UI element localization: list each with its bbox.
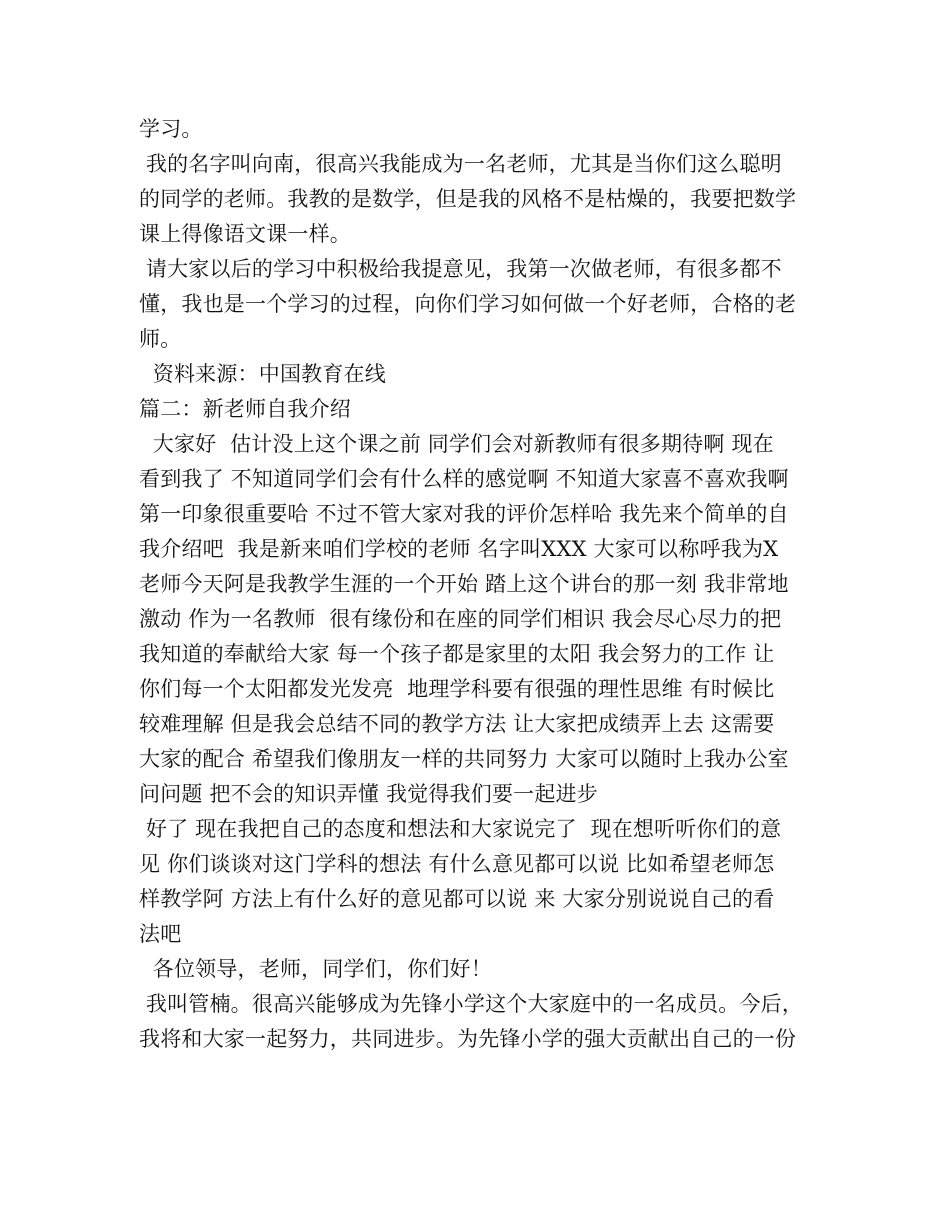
text-line: 见 你们谈谈对这门学科的想法 有什么意见都可以说 比如希望老师怎 (139, 852, 775, 876)
text-line: 学习。 (139, 117, 203, 141)
text-line: 问问题 把不会的知识弄懂 我觉得我们要一起进步 (139, 782, 598, 806)
text-line: 你们每一个太阳都发光发亮 地理学科要有很强的理性思维 有时候比 (139, 677, 775, 701)
text-line: 大家的配合 希望我们像朋友一样的共同努力 大家可以随时上我办公室 (139, 747, 789, 771)
text-line: 大家好 估计没上这个课之前 同学们会对新教师有很多期待啊 现在 (139, 432, 774, 456)
text-line: 法吧 (139, 922, 182, 946)
text-line: 较难理解 但是我会总结不同的教学方法 让大家把成绩弄上去 这需要 (139, 712, 775, 736)
text-line: 第一印象很重要哈 不过不管大家对我的评价怎样哈 我先来个简单的自 (139, 502, 789, 526)
text-line: 我知道的奉献给大家 每一个孩子都是家里的太阳 我会努力的工作 让 (139, 642, 775, 666)
text-line: 激动 作为一名教师 很有缘份和在座的同学们相识 我会尽心尽力的把 (139, 607, 782, 631)
text-line: 请大家以后的学习中积极给我提意见，我第一次做老师，有很多都不 (139, 257, 782, 281)
text-line: 的同学的老师。我教的是数学，但是我的风格不是枯燥的，我要把数学 (139, 187, 797, 211)
text-line: 课上得像语文课一样。 (139, 222, 351, 246)
text-line: 各位领导，老师，同学们，你们好！ (139, 957, 492, 981)
text-line: 好了 现在我把自己的态度和想法和大家说完了 现在想听听你们的意 (139, 817, 782, 841)
text-line: 我介绍吧 我是新来咱们学校的老师 名字叫XXX 大家可以称呼我为X (139, 537, 779, 561)
text-line: 我的名字叫向南，很高兴我能成为一名老师，尤其是当你们这么聪明 (139, 152, 782, 176)
text-line: 看到我了 不知道同学们会有什么样的感觉啊 不知道大家喜不喜欢我啊 (139, 467, 789, 491)
text-line: 我将和大家一起努力，共同进步。为先锋小学的强大贡献出自己的一份 (139, 1027, 797, 1051)
text-line: 老师今天阿是我教学生涯的一个开始 踏上这个讲台的那一刻 我非常地 (139, 572, 789, 596)
text-line: 我叫管楠。很高兴能够成为先锋小学这个大家庭中的一名成员。今后， (139, 992, 804, 1016)
text-line: 样教学阿 方法上有什么好的意见都可以说 来 大家分别说说自己的看 (139, 887, 775, 911)
text-line: 懂，我也是一个学习的过程，向你们学习如何做一个好老师，合格的老 (139, 292, 797, 316)
text-line: 师。 (139, 327, 182, 351)
section-heading: 篇二：新老师自我介绍 (139, 397, 351, 421)
text-line: 资料来源：中国教育在线 (139, 362, 386, 386)
